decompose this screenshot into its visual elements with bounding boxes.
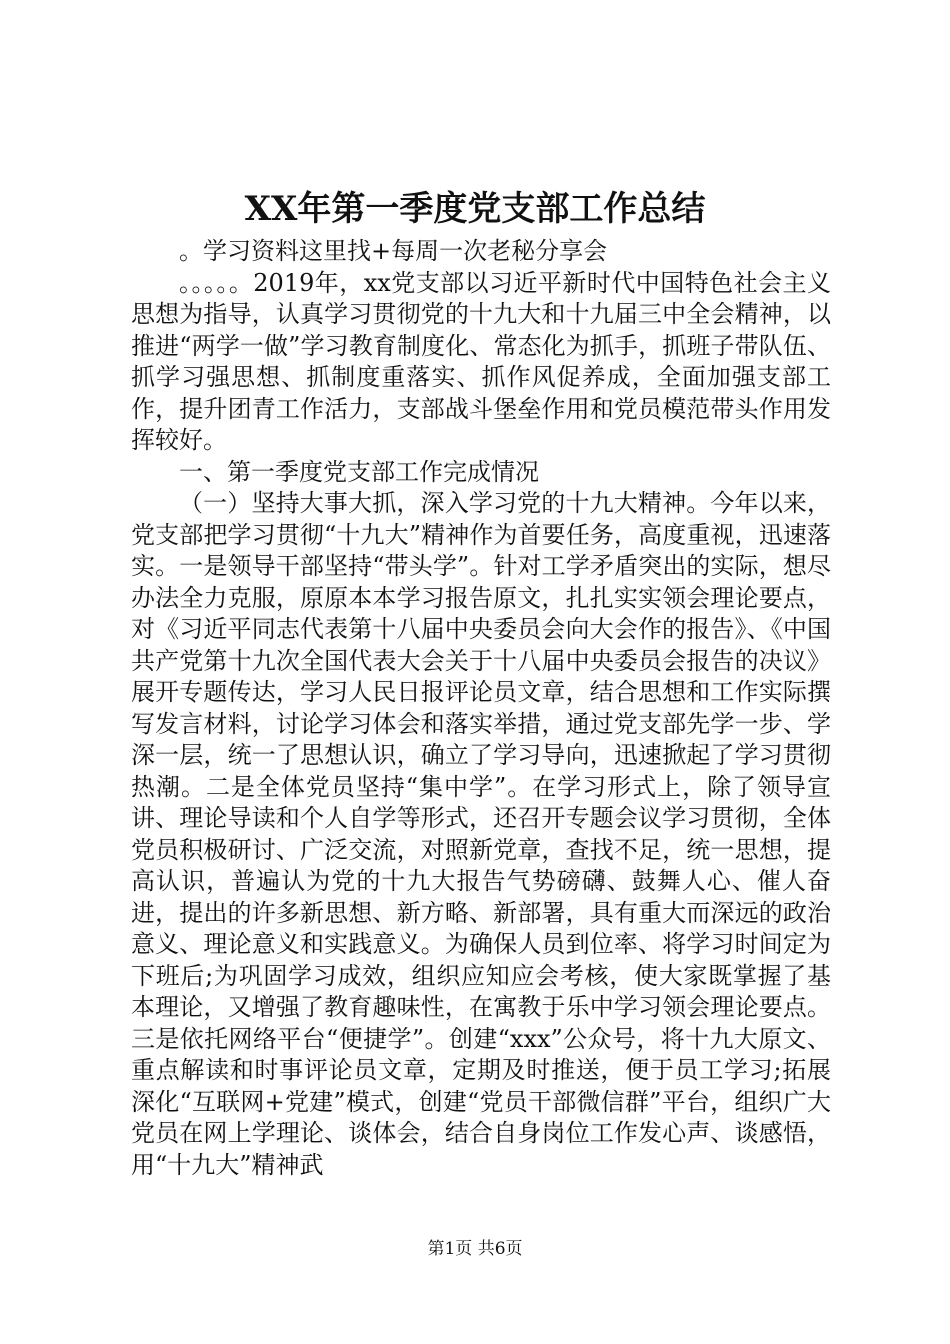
section-heading: 一、第一季度党支部工作完成情况 [179, 457, 539, 486]
summary-paragraph: 。。。。。2019年，xx党支部以习近平新时代中国特色社会主义思想为指导，认真学习贯彻党的十九大和十九届三中全会精神，以推进“两学一做”学习教育制度化、常态化为抓手，抓班子带队伍、抓学习强思想、抓制度重落实、抓作风促养成，全面加强支部工作，提升团青工作活力，支部战斗堡垒作用和党员模范带头作用发挥较好。 [131, 268, 831, 454]
page-footer: 第1页 共6页 [427, 1239, 523, 1259]
intro-line: 。学习资料这里找+每周一次老秘分享会 [179, 237, 608, 265]
document-title: XX年第一季度党支部工作总结 [244, 189, 706, 229]
section-paragraph: （一）坚持大事大抓，深入学习党的十九大精神。今年以来，党支部把学习贯彻“十九大”精神作为首要任务，高度重视，迅速落实。一是领导干部坚持“带头学”。针对工学矛盾突出的实际，想尽办法全力克服，原原本本学习报告原文，扎扎实实领会理论要点，对《习近平同志代表第十八届中央委员会向大会作的报告》、《中国共产党第十九次全国代表大会关于十八届中央委员会报告的决议》展开专题传达，学习人民日报评论员文章，结合思想和工作实际撰写发言材料，讨论学习体会和落实举措，通过党支部先学一步、学深一层，统一了思想认识，确立了学习导向，迅速掀起了学习贯彻热潮。二是全体党员坚持“集中学”。在学习形式上，除了领导宣讲、理论导读和个人自学等形式，还召开专题会议学习贯彻，全体党员积极研讨、广泛交流，对照新党章，查找不足，统一思想，提高认识，普遍认为党的十九大报告气势磅礴、鼓舞人心、催人奋进，提出的许多新思想、新方略、新部署，具有重大而深远的政治意义、理论意义和实践意义。为确保人员到位率、将学习时间定为下班后;为巩固学习成效，组织应知应会考核，使大家既掌握了基本理论，又增强了教育趣味性，在寓教于乐中学习领会理论要点。三是依托网络平台“便捷学”。创建“xxx”公众号，将十九大原文、重点解读和时事评论员文章，定期及时推送，便于员工学习;拓展深化“互联网+党建”模式，创建“党员干部微信群”平台，组织广大党员在网上学理论、谈体会，结合自身岗位工作发心声、谈感悟，用“十九大”精神武 [131, 489, 831, 1179]
document-body [131, 236, 831, 1181]
